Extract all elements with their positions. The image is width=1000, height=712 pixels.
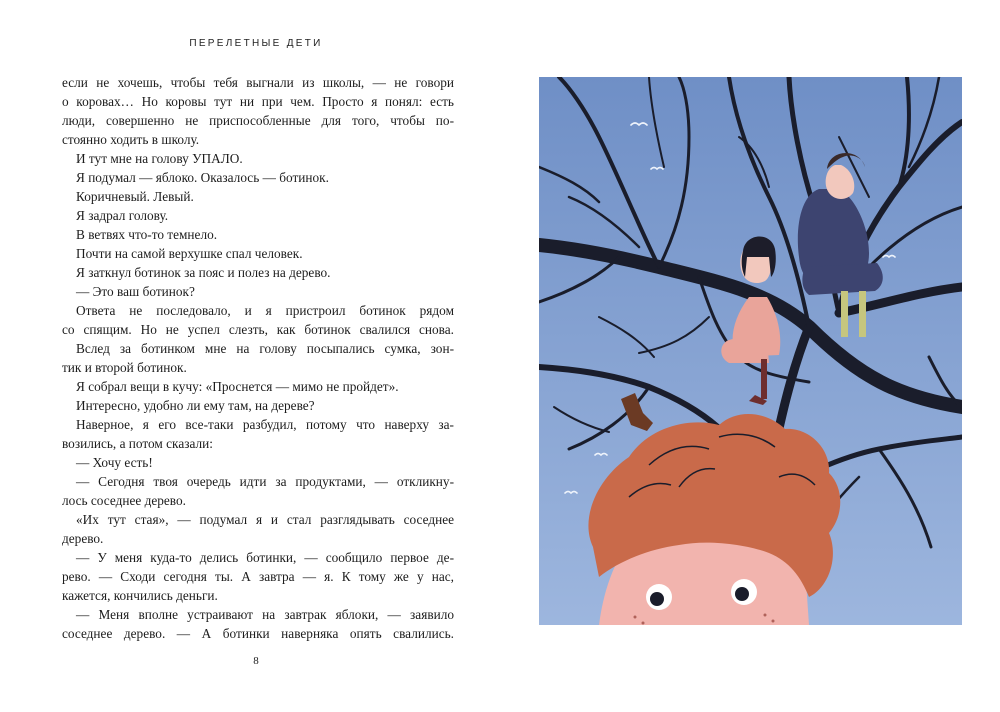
text-line: Я собрал вещи в кучу: «Проснется — мимо не пройдет». (76, 379, 399, 394)
illustration (539, 77, 962, 625)
text-line: со спящим. Но не успел слезть, как ботинок свалился снова. (62, 322, 454, 337)
text-line: В ветвях что-то темнело. (76, 227, 218, 242)
text-line: — Это ваш ботинок? (76, 284, 195, 299)
running-head: ПЕРЕЛЕТНЫЕ ДЕТИ (189, 38, 323, 49)
text-line: «Их тут стая», — подумал я и стал разглядывать соседнее (76, 512, 454, 527)
text-line: тик и второй ботинок. (62, 360, 187, 375)
text-line: И тут мне на голову УПАЛО. (76, 151, 243, 166)
text-line: Я подумал — яблоко. Оказалось — ботинок. (76, 170, 329, 185)
text-line: если не хочешь, чтобы тебя выгнали из школы, — не говори (62, 75, 454, 90)
text-line: Наверное, я его все-таки разбудил, потому что наверху за- (76, 417, 454, 432)
page-number: 8 (253, 655, 259, 667)
text-line: стоянно ходить в школу. (62, 132, 200, 147)
text-line: лось соседнее дерево. (62, 493, 186, 508)
text-line: — Хочу есть! (76, 455, 153, 470)
text-line: Я задрал голову. (76, 208, 169, 223)
tree-scene-illustration (539, 77, 962, 625)
text-line: — У меня куда-то делись ботинки, — сообщило первое де- (76, 550, 454, 565)
text-line: Интересно, удобно ли ему там, на дереве? (76, 398, 315, 413)
text-line: Коричневый. Левый. (76, 189, 194, 204)
text-line: возились, а потом сказали: (62, 436, 213, 451)
text-line: дерево. (62, 531, 104, 546)
text-line: соседнее дерево. — А ботинки наверняка опять свалились. (62, 626, 454, 641)
text-line: Почти на самой верхушке спал человек. (76, 246, 303, 261)
text-line: Я заткнул ботинок за пояс и полез на дерево. (76, 265, 331, 280)
text-line: — Сегодня твоя очередь идти за продуктами, — откликну- (76, 474, 454, 489)
text-line: Ответа не последовало, и я пристроил ботинок рядом (76, 303, 454, 318)
text-line: Вслед за ботинком мне на голову посыпались сумка, зон- (76, 341, 454, 356)
text-column (62, 73, 454, 643)
text-line: кажется, кончились деньги. (62, 588, 218, 603)
text-line: — Меня вполне устраивают на завтрак яблоки, — заявило (76, 607, 454, 622)
text-line: о коровах… Но коровы тут ни при чем. Просто я понял: есть (62, 94, 454, 109)
text-line: люди, совершенно не приспособленные для того, чтобы по- (62, 113, 454, 128)
text-line: рево. — Сходи сегодня ты. А завтра — я. К тому же у нас, (62, 569, 454, 584)
